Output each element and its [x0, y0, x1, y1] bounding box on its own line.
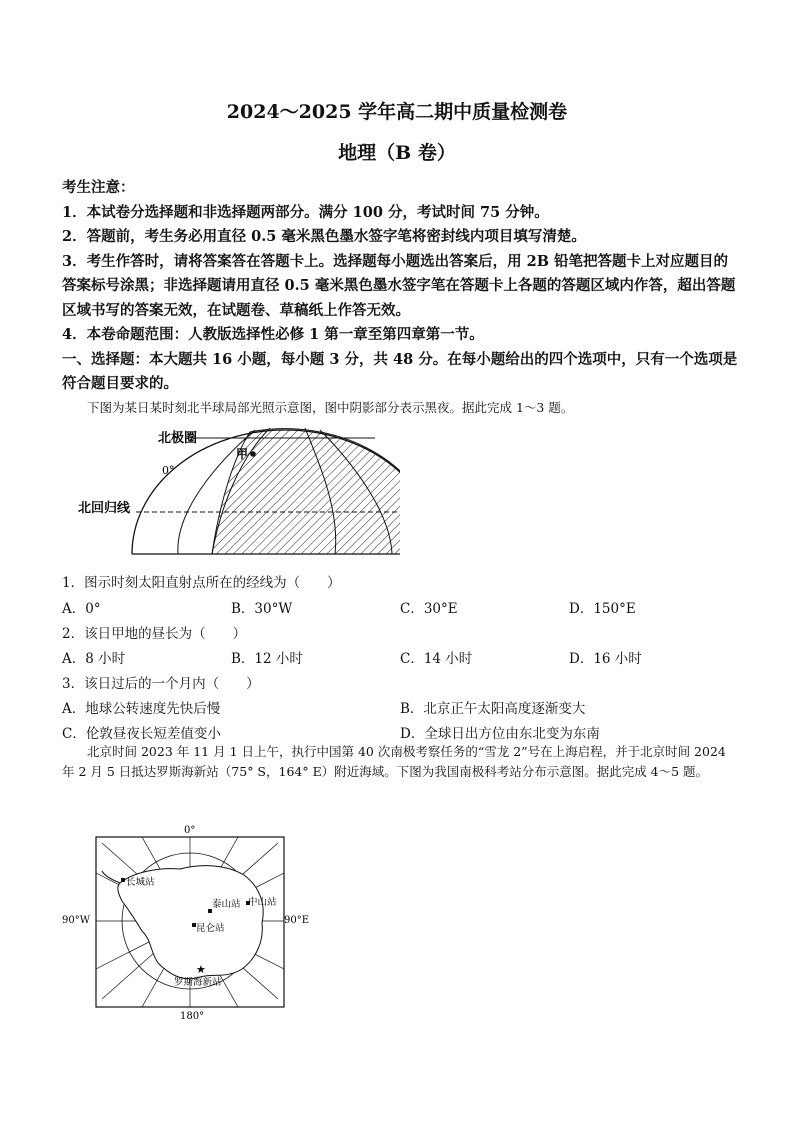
notice-heading: 考生注意： — [62, 179, 135, 196]
antarctic-station-map — [62, 823, 322, 1021]
q3-option-a: A．地球公转速度先快后慢 — [62, 701, 221, 717]
group2-intro: 北京时间 2023 年 11 月 1 日上午，执行中国第 40 次南极考察任务的“雪龙 2”号在上海启程，并于北京时间 2024 年 2 月 5 日抵达罗斯海新站（75° S，164° E）附近海域。下图为我国南极科考站分布示意图。据此完成 4～5 题。 — [62, 744, 726, 779]
q1-option-a: A．0° — [62, 601, 101, 617]
q3-option-b: B．北京正午太阳高度逐渐变大 — [400, 701, 586, 717]
arctic-circle-label: 北极圈 — [158, 431, 198, 446]
map-label-90w: 90°W — [62, 915, 91, 926]
map-label-180: 180° — [180, 1011, 205, 1021]
station-rosssea: 罗斯海新站 — [174, 977, 222, 988]
point-jia-label: 甲 — [236, 447, 249, 461]
q3-option-c: C．伦敦昼夜长短差值变小 — [62, 726, 221, 742]
section-heading: 一、选择题：本大题共 16 小题，每小题 3 分，共 48 分。在每小题给出的四个选项中，只有一个选项是符合题目要求的。 — [62, 350, 738, 392]
map-label-90e: 90°E — [284, 915, 310, 926]
meridian-0-label: 0° — [162, 464, 175, 477]
q3-option-d: D．全球日出方位由东北变为东南 — [400, 726, 600, 742]
notice-item-2: 2．答题前，考生务必用直径 0.5 毫米黑色墨水签字笔将密封线内项目填写清楚。 — [62, 228, 586, 245]
station-zhongshan: 中山站 — [248, 897, 277, 908]
station-marker — [121, 878, 125, 882]
illumination-figure — [70, 420, 400, 560]
q2-option-a: A．8 小时 — [62, 651, 126, 667]
q2-option-c: C．14 小时 — [400, 651, 473, 667]
map-label-0: 0° — [184, 825, 196, 836]
station-changcheng: 长城站 — [126, 877, 155, 888]
q2-option-b: B．12 小时 — [231, 651, 303, 667]
station-kunlun: 昆仑站 — [196, 923, 225, 934]
notice-item-1: 1．本试卷分选择题和非选择题两部分。满分 100 分，考试时间 75 分钟。 — [62, 203, 549, 221]
notice-item-4: 4．本卷命题范围：人教版选择性必修 1 第一章至第四章第一节。 — [62, 326, 484, 343]
group1-intro: 下图为某日某时刻北半球局部光照示意图，图中阴影部分表示黑夜。据此完成 1～3 题。 — [87, 400, 574, 415]
question-1: 1．图示时刻太阳直射点所在的经线为（ ） — [62, 575, 341, 591]
question-3: 3．该日过后的一个月内（ ） — [62, 676, 260, 692]
question-2: 2．该日甲地的昼长为（ ） — [62, 626, 247, 642]
station-taishan: 泰山站 — [212, 899, 241, 910]
point-jia — [250, 451, 256, 457]
q2-option-d: D．16 小时 — [569, 651, 642, 667]
q1-option-d: D．150°E — [569, 601, 636, 617]
station-rosssea-star: ★ — [196, 963, 206, 976]
antarctic-peninsula — [102, 871, 120, 883]
exam-subtitle: 地理（B 卷） — [338, 142, 456, 164]
exam-notice — [62, 176, 742, 397]
notice-item-3: 3．考生作答时，请将答案答在答题卡上。选择题每小题选出答案后，用 2B 铅笔把答题卡上对应题目的答案标号涂黑；非选择题请用直径 0.5 毫米黑色墨水签字笔在答题卡上各题的答题区域内作答，超出答题区域书写的答案无效，在试题卷、草稿纸上作答无效。 — [62, 252, 736, 319]
tropic-label: 北回归线 — [78, 501, 131, 516]
exam-title: 2024～2025 学年高二期中质量检测卷 — [226, 101, 568, 123]
q1-option-c: C．30°E — [400, 601, 458, 617]
q1-option-b: B．30°W — [231, 601, 293, 617]
